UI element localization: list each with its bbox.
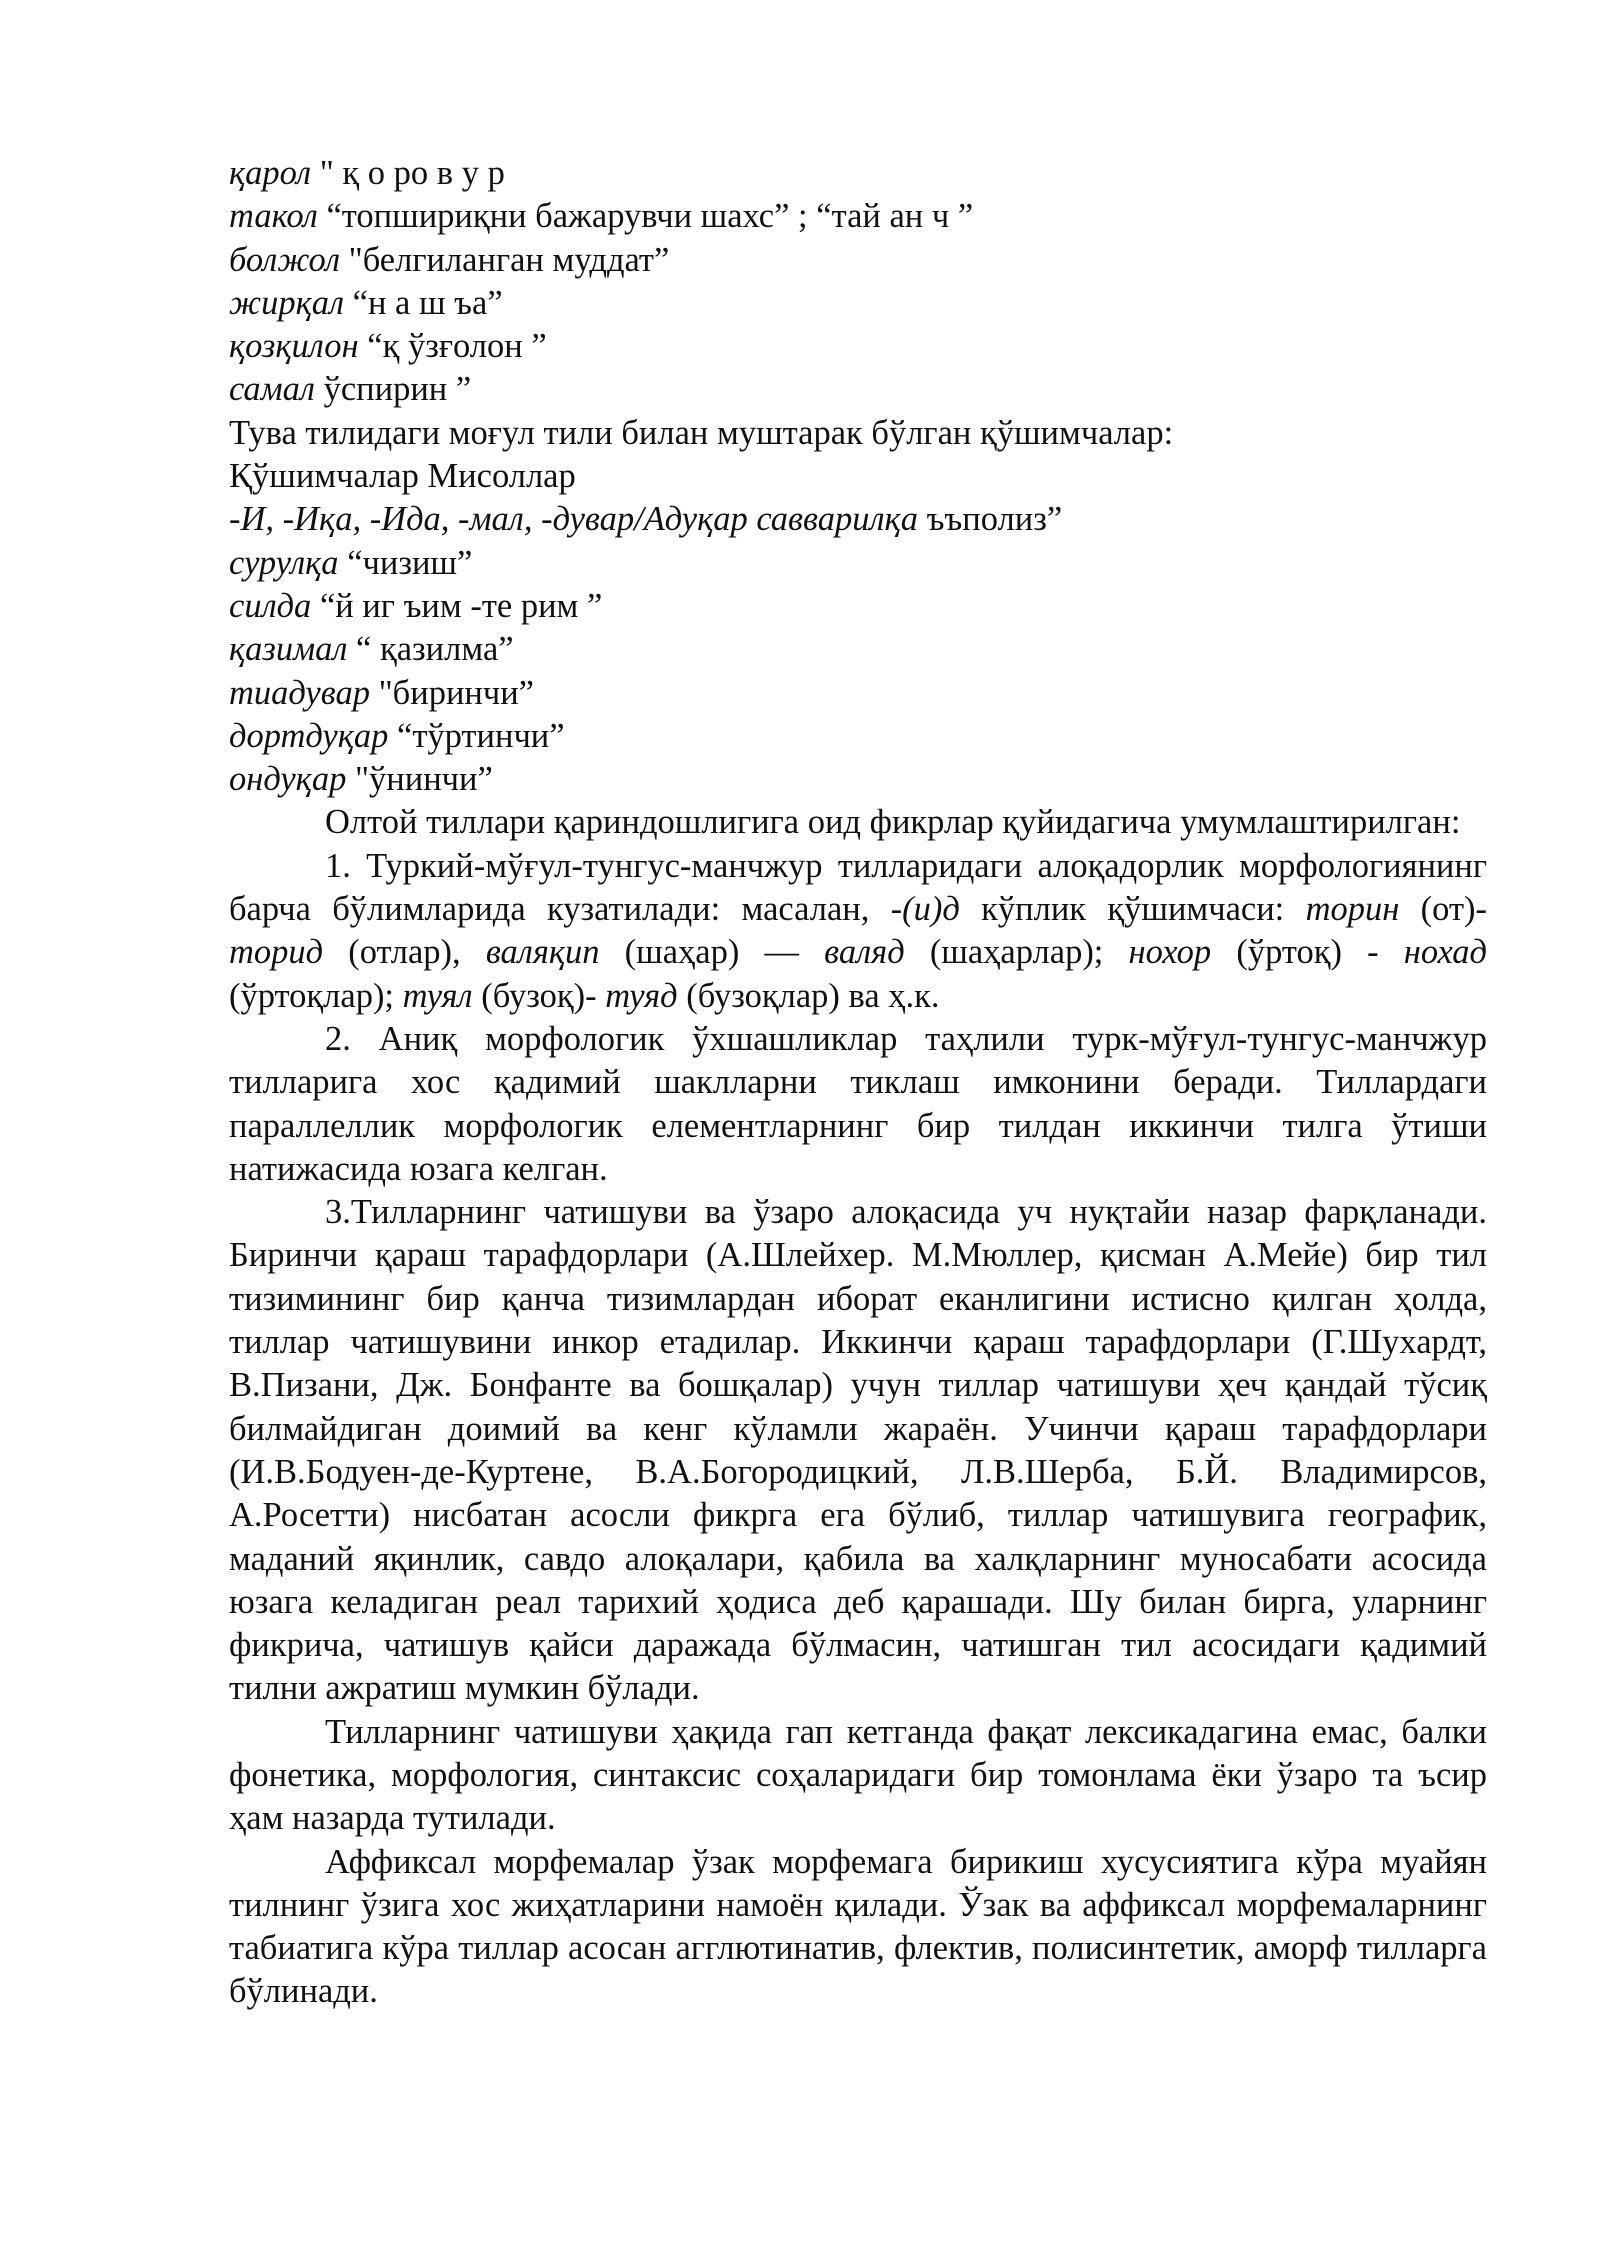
example-term: ондуқар (229, 760, 347, 799)
word-line (229, 325, 1487, 368)
example-term: силда (229, 586, 312, 625)
example-gloss: "ўнинчи” (346, 760, 493, 799)
example-term: тиадувар (229, 673, 370, 712)
example-gloss: “й иг ъим -те рим ” (311, 586, 603, 625)
paragraph-4: Тилларнинг чатишуви ҳақида гап кетганда фақат лексикадагина емас, балки фонетика, морфология, синтаксис соҳаларидаги бир томонлама ёки ўзаро та ъсир ҳам назарда тутилади. (229, 1712, 1487, 1838)
example-line (229, 585, 1487, 628)
word-gloss: " қ о ро в у р (311, 154, 505, 192)
example-gloss: “чизиш” (338, 543, 473, 582)
word-gloss: “топшириқни бажарувчи шахс” ; “тай ан ч ” (317, 197, 974, 236)
example-gloss: “тўртинчи” (388, 716, 565, 755)
word-line (229, 239, 1487, 282)
paragraph-3: 3.Тилларнинг чатишуви ва ўзаро алоқасида уч нуқтайи назар фарқланади. Биринчи қараш тарафдорлари (А.Шлейхер. М.Мюллер, қисман А.Мейе) бир тил тизимининг бир қанча тизимлардан иборат еканлигини истисно қилган ҳолда, тиллар чатишувини инкор етадилар. Иккинчи қараш тарафдорлари (Г.Шухардт, В.Пизани, Дж. Бонфанте ва бошқалар) учун тиллар чатишуви ҳеч қандай тўсиқ билмайдиган доимий ва кенг кўламли жараён. Учинчи қараш тарафдорлари (И.В.Бодуен-де-Куртене, В.А.Богородицкий, Л.В.Шерба, Б.Й. Владимирсов, А.Росетти) нисбатан асосли фикрга ега бўлиб, тиллар чатишувига географик, маданий яқинлик, савдо алоқалари, қабила ва халқларнинг муносабати асосида юзага келадиган реал тарихий ҳодиса деб қарашади. Шу билан бирга, уларнинг фикрича, чатишув қайси даражада бўлмасин, чатишган тил асосидаги қадимий тилни ажратиш мумкин бўлади. (229, 1193, 1487, 1708)
italic-term: торин (1305, 890, 1400, 929)
suffix-line (229, 498, 1487, 541)
word-term: самал (229, 370, 315, 409)
paragraph-2: 2. Аниқ морфологик ўхшашликлар таҳлили турк-мўғул-тунгус-манчжур тилларига хос қадимий шаклларни тиклаш имконини беради. Тиллардаги параллеллик морфологик елементларнинг бир тилдан иккинчи тилга ўтиши натижасида юзага келган. (229, 1019, 1487, 1188)
word-term: қозқилон (229, 327, 359, 366)
text-run: (ўртоқлар); (229, 976, 403, 1015)
example-line (229, 628, 1487, 671)
example-gloss: “ қазилма” (347, 630, 514, 669)
word-line (229, 195, 1487, 238)
example-line (229, 758, 1487, 801)
text-run: (шаҳарлар); (904, 933, 1129, 972)
suffix-list: -И, -Иқа, -Ида, -мал, -дувар/Адуқар савварилқа (229, 500, 918, 539)
italic-term: нохад (1403, 933, 1488, 972)
columns-heading: Қўшимчалар Мисоллар (229, 457, 576, 496)
word-term: жирқал (229, 283, 345, 322)
word-gloss: "белгиланган муддат” (340, 240, 670, 279)
italic-term: -(и)д (890, 890, 960, 929)
word-gloss: ўспирин ” (314, 370, 472, 409)
word-gloss: “н а ш ъа” (344, 283, 503, 322)
example-line (229, 672, 1487, 715)
suffix-gloss: ъъполиз” (917, 500, 1063, 539)
word-line (229, 368, 1487, 411)
word-line (229, 282, 1487, 325)
paragraph-intro: Олтой тиллари қариндошлигига оид фикрлар қуйидагича умумлаштирилган: (325, 803, 1461, 842)
italic-term: нохор (1128, 933, 1212, 972)
example-term: қазимал (229, 630, 348, 669)
italic-term: туяд (605, 976, 678, 1015)
document-page (229, 152, 1487, 2014)
example-line (229, 715, 1487, 758)
text-run: 1. Туркий-мўғул-тунгус-манчжур тилларидаги алоқадорлик морфологиянинг барча бўлимларида кузатилади: масалан, (229, 846, 1487, 929)
italic-term: туял (402, 976, 473, 1015)
word-gloss: “қ ўзғолон ” (358, 327, 547, 366)
italic-term: валяд (824, 933, 905, 972)
example-term: дортдуқар (229, 716, 389, 755)
word-line (229, 152, 1487, 195)
text-run: (шаҳар) — (599, 933, 825, 972)
text-run: кўплик қўшимчаси: (959, 890, 1306, 929)
text-run: (ўртоқ) - (1211, 933, 1404, 972)
italic-term: валяқип (485, 933, 600, 972)
text-run: (от)- (1399, 890, 1488, 929)
paragraph-1 (229, 845, 1487, 1018)
example-line (229, 542, 1487, 585)
paragraph-5: Аффиксал морфемалар ўзак морфемага бирикиш хусусиятига кўра муайян тилнинг ўзига хос жиҳатларини намоён қилади. Ўзак ва аффиксал морфемаларнинг табиатига кўра тиллар асосан агглютинатив, флектив, полисинтетик, аморф тилларга бўлинади. (229, 1842, 1487, 2011)
section-heading: Тува тилидаги моғул тили билан муштарак бўлган қўшимчалар: (229, 413, 1174, 452)
text-run: (бузоқлар) ва ҳ.к. (677, 976, 940, 1015)
text-run: (отлар), (323, 933, 486, 972)
italic-term: торид (229, 933, 324, 972)
text-run: (бузоқ)- (472, 976, 606, 1015)
word-term: болжол (229, 240, 340, 279)
example-gloss: "биринчи” (369, 673, 534, 712)
word-term: такол (229, 197, 318, 236)
example-term: сурулқа (229, 543, 339, 582)
word-term: қарол (229, 154, 312, 192)
